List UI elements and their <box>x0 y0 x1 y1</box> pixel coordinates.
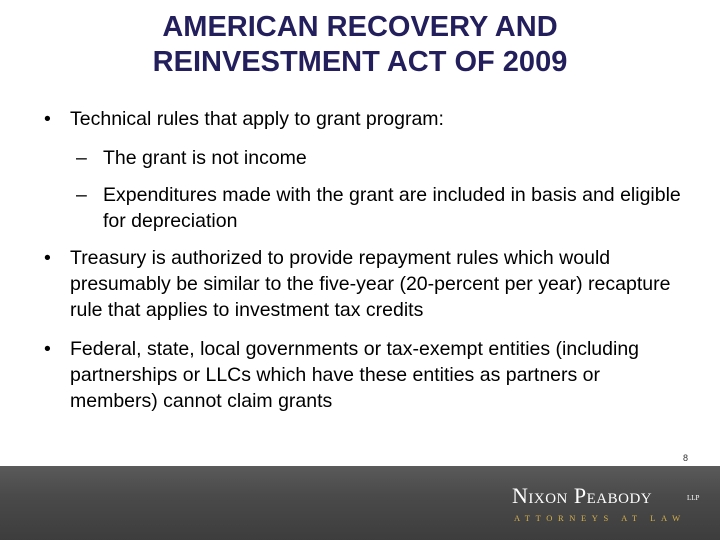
sub-bullet-marker: – <box>76 147 87 169</box>
bullet-text: Treasury is authorized to provide repayment rules which would presumably be similar to the five-year (20-percent per year) recapture rule that applies to investment tax credits <box>70 247 671 321</box>
bullet-item <box>40 336 690 414</box>
bullet-marker: • <box>44 108 51 130</box>
sub-bullet-text: Expenditures made with the grant are included in basis and eligible for depreciation <box>103 184 681 232</box>
sub-bullet-item <box>40 182 690 234</box>
bullet-item <box>40 106 690 132</box>
slide-number: 8 <box>682 453 688 463</box>
bullet-marker: • <box>44 247 51 269</box>
slide-title-line-2: REINVESTMENT ACT OF 2009 <box>152 46 568 78</box>
logo-tagline: ATTORNEYS AT LAW <box>514 513 686 523</box>
bullet-marker: • <box>44 338 51 360</box>
footer-bar <box>0 466 720 540</box>
bullet-text: Federal, state, local governments or tax-exempt entities (including partnerships or LLCs which have these entities as partners or members) cannot claim grants <box>70 338 640 412</box>
sub-bullet-text: The grant is not income <box>103 147 307 169</box>
slide-title-line-1: AMERICAN RECOVERY AND <box>162 11 558 43</box>
bullet-text: Technical rules that apply to grant program: <box>70 108 444 130</box>
logo-llp: LLP <box>687 494 700 502</box>
sub-bullet-item <box>40 145 690 171</box>
logo-name: Nixon Peabody <box>512 483 653 508</box>
bullet-item <box>40 245 690 323</box>
sub-bullet-marker: – <box>76 184 87 206</box>
slide-title <box>40 10 680 80</box>
slide-content <box>40 106 690 427</box>
firm-logo <box>512 483 712 533</box>
